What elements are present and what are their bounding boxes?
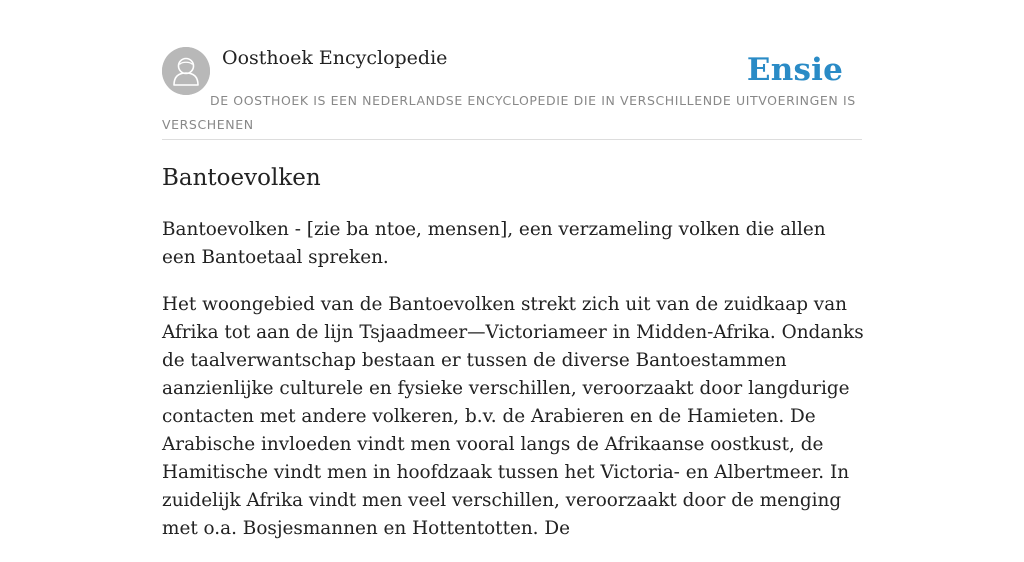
article-paragraph: Het woongebied van de Bantoevolken strekt zich uit van de zuidkaap van Afrika tot aan de lijn Tsjaadmeer—Victoriameer in Midden-Afrika. Ondanks de taalverwantschap bestaan er tussen de diverse Bantoestammen aanzienlijke culturele en fysieke verschillen, veroorzaakt door langdurige contacten met andere volkeren, b.v. de Arabieren en de Hamieten. De Arabische invloeden vindt men vooral langs de Afrikaanse oostkust, de Hamitische vindt men in hoofdzaak tussen het Victoria- en Albertmeer. In zuidelijk Afrika vindt men veel verschillen, veroorzaakt door de menging met o.a. Bosjesmannen en Hottentotten. De <box>162 294 864 539</box>
article-title: Bantoevolken <box>162 165 321 191</box>
source-header <box>162 0 862 140</box>
page <box>162 0 864 539</box>
source-description: DE OOSTHOEK IS EEN NEDERLANDSE ENCYCLOPEDIE DIE IN VERSCHILLENDE UITVOERINGEN IS VERSCHENEN <box>162 93 856 132</box>
article-body <box>162 216 864 562</box>
article-paragraph: Bantoevolken - [zie ba ntoe, mensen], een verzameling volken die allen een Bantoetaal spreken. <box>162 219 826 268</box>
source-name[interactable]: Oosthoek Encyclopedie <box>222 47 448 69</box>
ensie-logo[interactable]: Ensie <box>746 52 843 88</box>
user-silhouette-icon[interactable] <box>162 47 210 95</box>
